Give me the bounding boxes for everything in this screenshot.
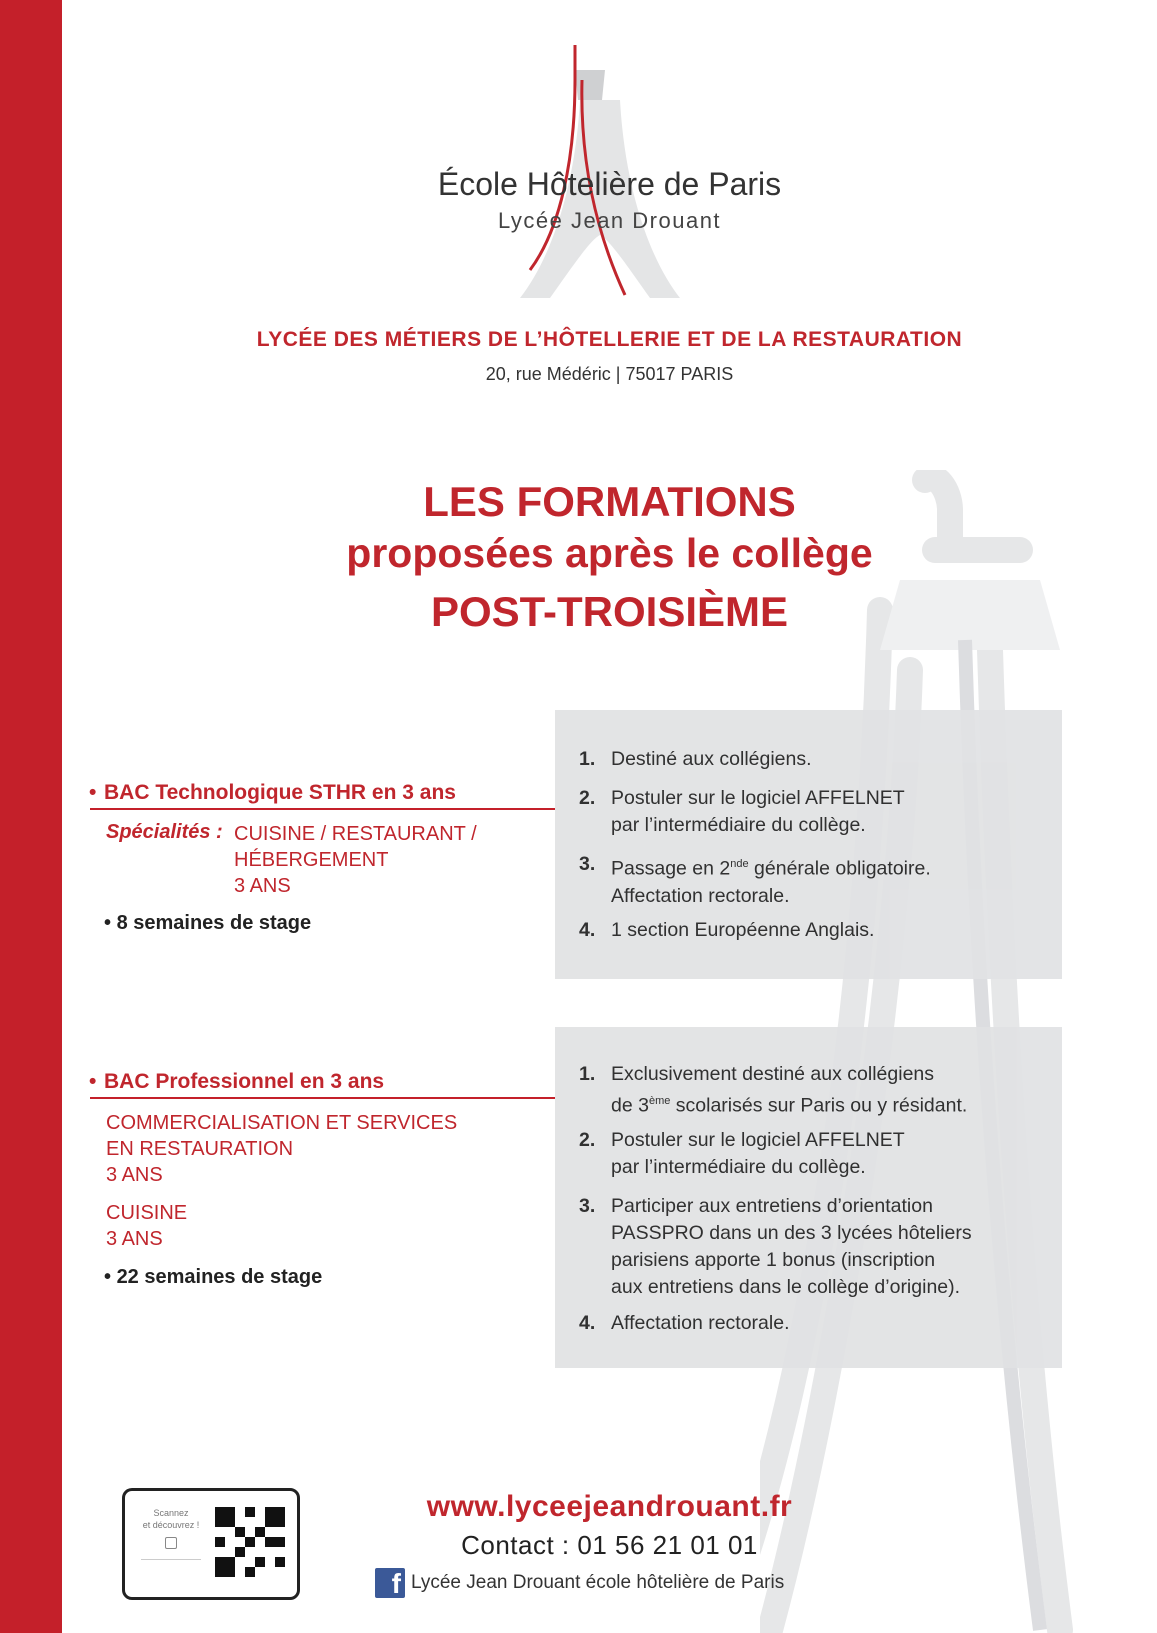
option-line: 3 ANS <box>106 1164 163 1186</box>
item-text-part: scolarisés sur Paris ou y résidant. <box>670 1094 968 1117</box>
school-subtitle: Lycée Jean Drouant <box>497 208 722 233</box>
list-item <box>579 1310 1044 1337</box>
section2-stage <box>104 1266 322 1289</box>
bullet-icon: • <box>89 1070 97 1093</box>
bullet-icon: • <box>104 912 117 934</box>
option-line: 3 ANS <box>106 1228 163 1250</box>
superscript: nde <box>730 858 749 870</box>
item-number: 1. <box>579 748 596 770</box>
spec-line: CUISINE / RESTAURANT / <box>234 823 477 845</box>
section2-info-box <box>555 1027 1062 1368</box>
item-number: 4. <box>579 1312 596 1334</box>
item-number: 3. <box>579 1195 596 1217</box>
item-number: 2. <box>579 787 596 809</box>
section1-title <box>89 781 456 805</box>
heading-line-1: LES FORMATIONS <box>423 478 796 525</box>
list-item <box>579 851 1044 910</box>
option-line: COMMERCIALISATION ET SERVICES <box>106 1112 458 1134</box>
bullet-icon: • <box>104 1266 117 1288</box>
option1-list <box>106 1110 457 1188</box>
facebook-text: Lycée Jean Drouant école hôtelière de Paris <box>411 1572 785 1593</box>
item-text-part: Passage en 2 <box>611 857 731 880</box>
spec-line: 3 ANS <box>234 875 291 897</box>
list-item <box>579 785 1044 839</box>
item-text: parisiens apporte 1 bonus (inscription <box>611 1249 936 1271</box>
contact-phone: Contact : 01 56 21 01 01 <box>461 1530 758 1560</box>
item-text <box>611 851 1044 883</box>
item-text-part: de 3 <box>611 1094 649 1117</box>
item-text: Affectation rectorale. <box>611 1312 790 1334</box>
section2-rule <box>90 1097 555 1099</box>
qr-caption-line: Scannez <box>153 1508 189 1518</box>
section1-rule <box>90 808 555 810</box>
item-text: Destiné aux collégiens. <box>611 748 812 770</box>
address: 20, rue Médéric | 75017 PARIS <box>485 364 734 384</box>
spec-list <box>234 821 477 899</box>
item-number: 2. <box>579 1129 596 1151</box>
option2-list <box>106 1200 187 1252</box>
item-text: Affectation rectorale. <box>611 884 790 907</box>
qr-caption-line: et découvrez ! <box>142 1520 200 1530</box>
superscript: ème <box>648 1095 671 1107</box>
section1-stage <box>104 912 311 935</box>
list-item <box>579 1061 1044 1120</box>
item-number: 4. <box>579 919 596 941</box>
option-line: EN RESTAURATION <box>106 1138 294 1160</box>
item-text: aux entretiens dans le collège d’origine). <box>611 1276 961 1298</box>
item-number: 1. <box>579 1063 596 1085</box>
section2-title <box>89 1070 385 1094</box>
school-name: École Hôtelière de Paris <box>437 166 782 202</box>
item-text: Exclusivement destiné aux collégiens <box>611 1063 935 1085</box>
bullet-icon: • <box>89 781 97 804</box>
section2-stage-text: 22 semaines de stage <box>116 1266 323 1288</box>
item-text: par l’intermédiaire du collège. <box>611 1156 866 1178</box>
section1-stage-text: 8 semaines de stage <box>116 912 312 934</box>
item-text: Participer aux entretiens d’orientation <box>611 1195 933 1217</box>
left-red-bar <box>0 0 62 1633</box>
heading-line-3: POST-TROISIÈME <box>430 588 789 635</box>
list-item <box>579 746 1044 773</box>
item-text: Postuler sur le logiciel AFFELNET <box>611 787 905 809</box>
item-text: Postuler sur le logiciel AFFELNET <box>611 1129 905 1151</box>
heading-line-2: proposées après le collège <box>346 530 873 576</box>
section1-title-text: BAC Technologique STHR en 3 ans <box>104 781 456 804</box>
list-item <box>579 1127 1044 1181</box>
spec-line: HÉBERGEMENT <box>234 849 389 871</box>
item-text: par l’intermédiaire du collège. <box>611 814 866 836</box>
item-number: 3. <box>579 853 596 875</box>
item-text-part: générale obligatoire. <box>748 857 931 880</box>
item-text: 1 section Européenne Anglais. <box>611 919 875 941</box>
lycee-title: LYCÉE DES MÉTIERS DE L’HÔTELLERIE ET DE LA RESTAURATION <box>256 328 963 351</box>
list-item <box>579 1193 1044 1301</box>
list-item <box>579 917 1044 944</box>
item-text <box>611 1088 1044 1120</box>
facebook-icon: f <box>375 1568 405 1598</box>
website-link[interactable]: www.lyceejeandrouant.fr <box>426 1490 793 1523</box>
item-text: PASSPRO dans un des 3 lycées hôteliers <box>611 1222 972 1244</box>
option-line: CUISINE <box>106 1202 188 1224</box>
section2-title-text: BAC Professionnel en 3 ans <box>104 1070 385 1093</box>
section1-info-box <box>555 710 1062 979</box>
spec-label: Spécialités : <box>106 821 223 843</box>
